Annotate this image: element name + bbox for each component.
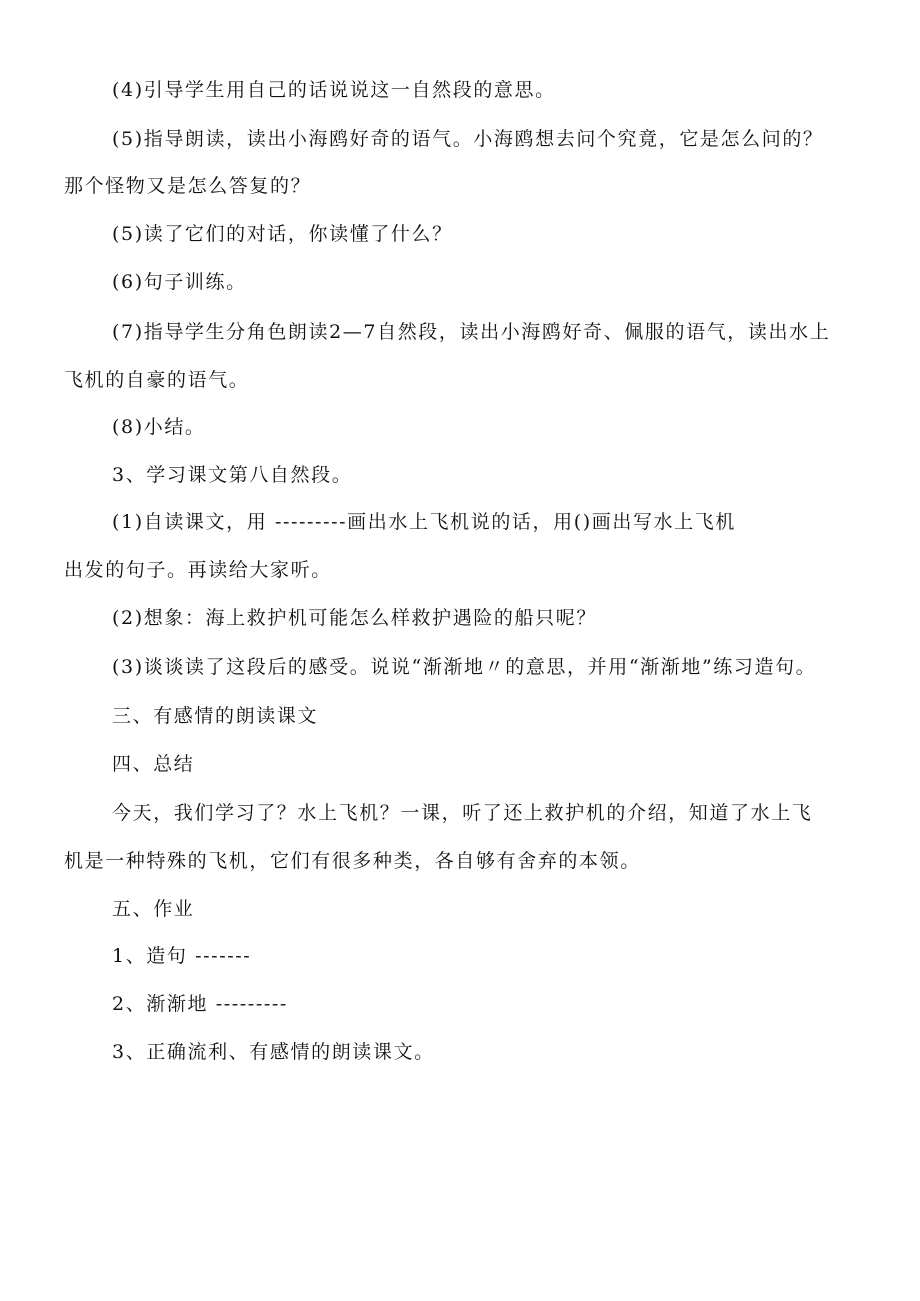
- text-line: (2)想象：海上救护机可能怎么样救护遇险的船只呢？: [112, 607, 597, 629]
- text-line: 今天，我们学习了？水上飞机？一课，听了还上救护机的介绍，知道了水上飞: [112, 802, 813, 824]
- text-line: (6)句子训练。: [112, 271, 247, 293]
- text-line: 出发的句子。再读给大家听。: [64, 559, 332, 581]
- section-heading: 3、学习课文第八自然段。: [112, 464, 353, 486]
- section-heading: 五、作业: [112, 898, 195, 920]
- text-line: (8)小结。: [112, 416, 206, 438]
- text-line: (4)引导学生用自己的话说说这一自然段的意思。: [112, 79, 556, 101]
- text-line: (3)谈谈读了这段后的感受。说说“渐渐地〃的意思，并用“渐渐地”练习造句。: [112, 656, 817, 678]
- text-line: 那个怪物又是怎么答复的？: [64, 175, 312, 197]
- section-heading: 四、总结: [112, 753, 195, 775]
- homework-item: 2、渐渐地 ---------: [112, 993, 288, 1015]
- homework-item: 3、正确流利、有感情的朗读课文。: [112, 1041, 435, 1063]
- homework-item: 1、造句 -------: [112, 945, 252, 967]
- text-line: (5)指导朗读，读出小海鸥好奇的语气。小海鸥想去问个究竟，它是怎么问的？: [112, 128, 824, 150]
- section-heading: 三、有感情的朗读课文: [112, 705, 319, 727]
- text-line: (5)读了它们的对话，你读懂了什么？: [112, 223, 453, 245]
- text-line: 飞机的自豪的语气。: [64, 369, 250, 391]
- text-line: (7)指导学生分角色朗读2—7自然段，读出小海鸥好奇、佩服的语气，读出水上: [112, 321, 831, 343]
- text-line: (1)自读课文，用 ---------画出水上飞机说的话，用()画出写水上飞机: [112, 511, 736, 533]
- text-line: 机是一种特殊的飞机，它们有很多种类，各自够有舍弃的本领。: [64, 850, 641, 872]
